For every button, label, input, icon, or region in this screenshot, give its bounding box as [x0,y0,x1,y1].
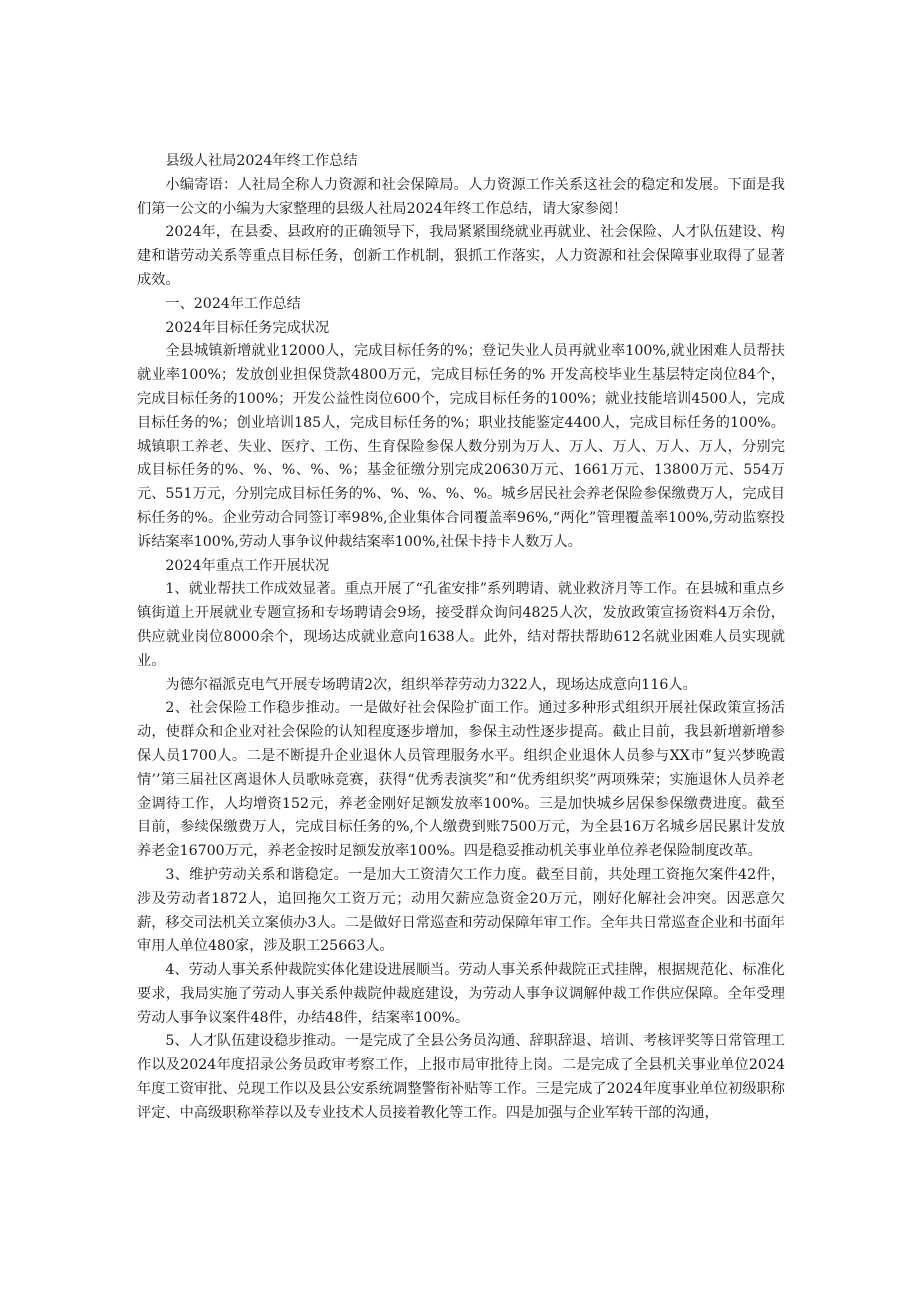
overview-paragraph: 2024年，在县委、县政府的正确领导下，我局紧紧围绕就业再就业、社会保险、人才队伍建设、构建和谐劳动关系等重点目标任务，创新工作机制，狠抓工作落实，人力资源和社会保障事业取得了显著成效。 [137,224,785,288]
document-title: 县级人社局2024年终工作总结 [165,153,358,169]
arbitration-paragraph: 4、劳动人事关系仲裁院实体化建设进展顺当。劳动人事关系仲裁院正式挂牌，根据规范化、标准化要求，我局实施了劳动人事关系仲裁院仲裁庭建设，为劳动人事争议调解仲裁工作供应保障。全年受理劳动人事争议案件48件，办结48件，结案率100%。 [137,962,785,1026]
section-heading: 一、2024年工作总结 [165,295,301,312]
recruitment-paragraph: 为德尔福派克电气开展专场聘请2次，组织举荐劳动力322人，现场达成意向116人。 [165,676,697,693]
targets-paragraph: 全县城镇新增就业12000人，完成目标任务的%；登记失业人员再就业率100%,就业困难人员帮扶就业率100%；发放创业担保贷款4800万元，完成目标任务的% 开发高校毕业生基层特定岗位84个，完成目标任务的100%；开发公益性岗位600个，完成目标任务的100%；就业技能培训4500人，完成目标任务的%；创业培训185人，完成目标任务的%；职业技能鉴定4400人，完成目标任务的100%。城镇职工养老、失业、医疗、工伤、生育保险参保人数分别为万人、万人、万人、万人、万人，分别完成目标任务的%、%、%、%、%；基金征缴分别完成20630万元、1661万元、13800万元、554万元、551万元，分别完成目标任务的%、%、%、%、%。城乡居民社会养老保险参保缴费万人，完成目标任务的%。企业劳动合同签订率98%,企业集体合同覆盖率96%,“两化”管理覆盖率100%,劳动监察投诉结案率100%,劳动人事争议仲裁结案率100%,社保卡持卡人数万人。 [137,343,785,550]
talent-paragraph: 5、人才队伍建设稳步推动。一是完成了全县公务员沟通、辞职辞退、培训、考核评奖等日常管理工作以及2024年度招录公务员政审考察工作，上报市局审批待上岗。二是完成了全县机关事业单位2024年度工资审批、兑现工作以及县公安系统调整警衔补贴等工作。三是完成了2024年度事业单位初级职称评定、中高级职称举荐以及专业技术人员接着教化等工作。四是加强与企业军转干部的沟通， [137,1033,785,1121]
labor-relations-paragraph: 3、维护劳动关系和谐稳定。一是加大工资清欠工作力度。截至目前，共处理工资拖欠案件42件，涉及劳动者1872人，追回拖欠工资万元；动用欠薪应急资金20万元，刚好化解社会冲突。因恶意欠薪，移交司法机关立案侦办3人。二是做好日常巡查和劳动保障年审工作。全年共日常巡查企业和书面年审用人单位480家，涉及职工25663人。 [137,866,785,955]
document-page [137,150,785,1126]
subsection-heading: 2024年重点工作开展状况 [165,557,330,574]
subsection-heading: 2024年目标任务完成状况 [165,319,330,336]
social-insurance-paragraph: 2、社会保险工作稳步推动。一是做好社会保险扩面工作。通过多种形式组织开展社保政策宣扬活动，使群众和企业对社会保险的认知程度逐步增加，参保主动性逐步提高。截止目前，我县新增新增参保人员1700人。二是不断提升企业退休人员管理服务水平。组织企业退休人员参与XX市”复兴梦晚霞情’’第三届社区离退休人员歌咏竞赛，获得“优秀表演奖”和“优秀组织奖”两项殊荣；实施退休人员养老金调待工作，人均增资152元，养老金刚好足额发放率100%。三是加快城乡居保参保缴费进度。截至目前，参续保缴费万人，完成目标任务的%,个人缴费到账7500万元，为全县16万名城乡居民累计发放养老金16700万元，养老金按时足额发放率100%。四是稳妥推动机关事业单位养老保险制度改革。 [137,700,785,860]
employment-paragraph: 1、就业帮扶工作成效显著。重点开展了“孔雀安排”系列聘请、就业救济月等工作。在县城和重点乡镇街道上开展就业专题宣扬和专场聘请会9场，接受群众询问4825人次，发放政策宣扬资料4万余份，供应就业岗位8000余个，现场达成就业意向1638人。此外，结对帮扶帮助612名就业困难人员实现就业。 [137,581,785,669]
intro-paragraph: 小编寄语：人社局全称人力资源和社会保障局。人力资源工作关系这社会的稳定和发展。下面是我们第一公文的小编为大家整理的县级人社局2024年终工作总结，请大家参阅！ [137,176,785,217]
